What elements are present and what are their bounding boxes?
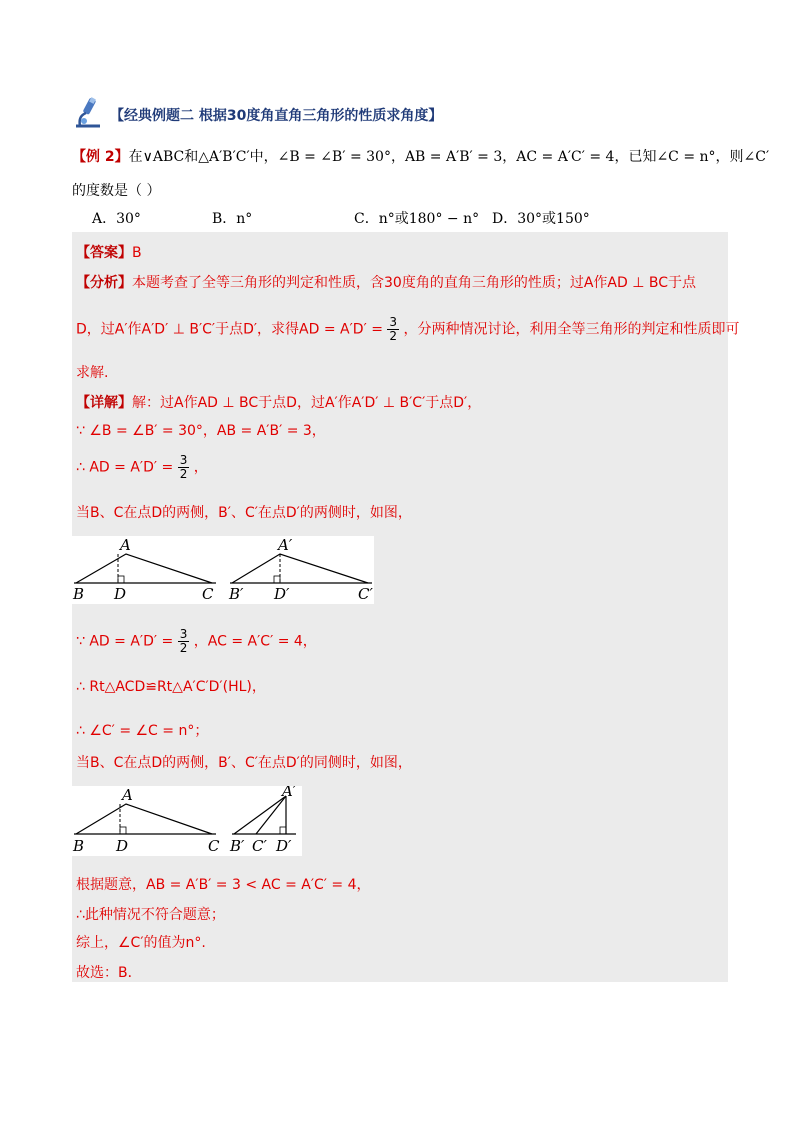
vertex-label-a-prime: A′ (278, 536, 293, 554)
analysis-text-2a: D，过A′作A′D′ ⊥ B′C′于点D′，求得AD = A′D′ = (76, 321, 383, 338)
option-b: B．n° (212, 211, 253, 227)
question-line-2: 的度数是（ ） (72, 183, 161, 199)
analysis-text-1: 本题考查了全等三角形的判定和性质，含30度角的直角三角形的性质；过A作AD ⊥ BC于点 (132, 275, 696, 291)
choose-line: 故选：B． (76, 965, 142, 981)
analysis-line-2 (76, 316, 739, 343)
answer-panel (72, 232, 728, 982)
fraction-numerator: 3 (179, 627, 188, 641)
fraction-denominator: 2 (179, 641, 188, 655)
fraction-denominator: 2 (179, 467, 188, 481)
analysis-line-3: 求解. (76, 365, 109, 381)
therefore-line-1 (76, 454, 208, 481)
vertex-label-c: C (208, 837, 220, 855)
question-label: 【例 2】 (72, 149, 129, 165)
case-2-text: 当B、C在点D的两侧，B′、C′在点D′的同侧时，如图， (76, 755, 412, 771)
vertex-label-d: D (114, 585, 127, 603)
figure-2-right-triangle (229, 786, 297, 855)
microscope-icon (72, 96, 106, 134)
option-c: C．n°或180° − n° (354, 211, 480, 227)
therefore-line-3: ∴ ∠C′ = ∠C = n°； (76, 723, 209, 739)
vertex-label-b: B (73, 837, 85, 855)
vertex-label-b: B (73, 585, 85, 603)
section-title: 【经典例题二 根据30度角直角三角形的性质求角度】 (110, 108, 443, 124)
vertex-label-a: A (120, 536, 131, 554)
because-line-1: ∵ ∠B = ∠B′ = 30°，AB = A′B′ = 3， (76, 423, 326, 439)
vertex-label-d-prime: D′ (274, 585, 290, 603)
detail-label: 【详解】 (76, 395, 132, 411)
option-d: D．30°或150° (492, 211, 590, 227)
analysis-label: 【分析】 (76, 275, 132, 291)
by-meaning-line: 根据题意，AB = A′B′ = 3 < AC = A′C′ = 4， (76, 877, 371, 893)
answer-line (76, 242, 142, 262)
answer-label: 【答案】 (76, 245, 132, 261)
fraction-3-2 (178, 454, 190, 481)
detail-line-1 (76, 392, 481, 412)
not-fit-line: ∴此种情况不符合题意； (76, 907, 225, 923)
option-a: A．30° (92, 211, 141, 227)
vertex-label-a-prime: A′ (282, 786, 297, 800)
question-line-1 (72, 146, 769, 166)
vertex-label-b-prime: B′ (229, 585, 244, 603)
fraction-numerator: 3 (179, 453, 188, 467)
section-header (72, 98, 442, 132)
because-text-2b: ，AC = A′C′ = 4， (193, 633, 317, 650)
therefore-text-1b: ， (193, 459, 208, 476)
case-1-text: 当B、C在点D的两侧，B′、C′在点D′的两侧时，如图， (76, 505, 412, 521)
because-text-2a: ∵ AD = A′D′ = (76, 633, 174, 650)
figure-1 (72, 536, 374, 604)
answer-value: B (132, 245, 142, 261)
analysis-text-2b: ，分两种情况讨论，利用全等三角形的判定和性质即可 (403, 321, 740, 338)
question-text-1: 在∨ABC和△A′B′C′中，∠B = ∠B′ = 30°，AB = A′B′ = 3，AC = A′C′ = 4，已知∠C = n°，则∠C′ (128, 149, 770, 165)
figure-2-left-triangle (72, 786, 220, 855)
fraction-denominator: 2 (389, 329, 398, 343)
figure-1-right-triangle (228, 536, 373, 603)
therefore-text-1a: ∴ AD = A′D′ = (76, 459, 174, 476)
detail-text-1: 解：过A作AD ⊥ BC于点D，过A′作A′D′ ⊥ B′C′于点D′， (132, 395, 482, 411)
analysis-line-1 (76, 272, 696, 292)
vertex-label-c: C (202, 585, 214, 603)
vertex-label-c-prime: C′ (358, 585, 373, 603)
vertex-label-a: A (122, 786, 133, 804)
vertex-label-c-prime: C′ (252, 837, 267, 855)
vertex-label-d-prime: D′ (276, 837, 292, 855)
summary-line: 综上，∠C′的值为n°. (76, 935, 206, 951)
vertex-label-d: D (116, 837, 129, 855)
fraction-3-2 (387, 316, 399, 343)
vertex-label-b-prime: B′ (230, 837, 245, 855)
fraction-numerator: 3 (389, 315, 398, 329)
therefore-line-2: ∴ Rt△ACD≌Rt△A′C′D′(HL)， (76, 679, 266, 695)
fraction-3-2 (178, 628, 190, 655)
figure-1-left-triangle (72, 536, 216, 603)
because-line-2 (76, 628, 317, 655)
figure-2 (72, 786, 302, 856)
